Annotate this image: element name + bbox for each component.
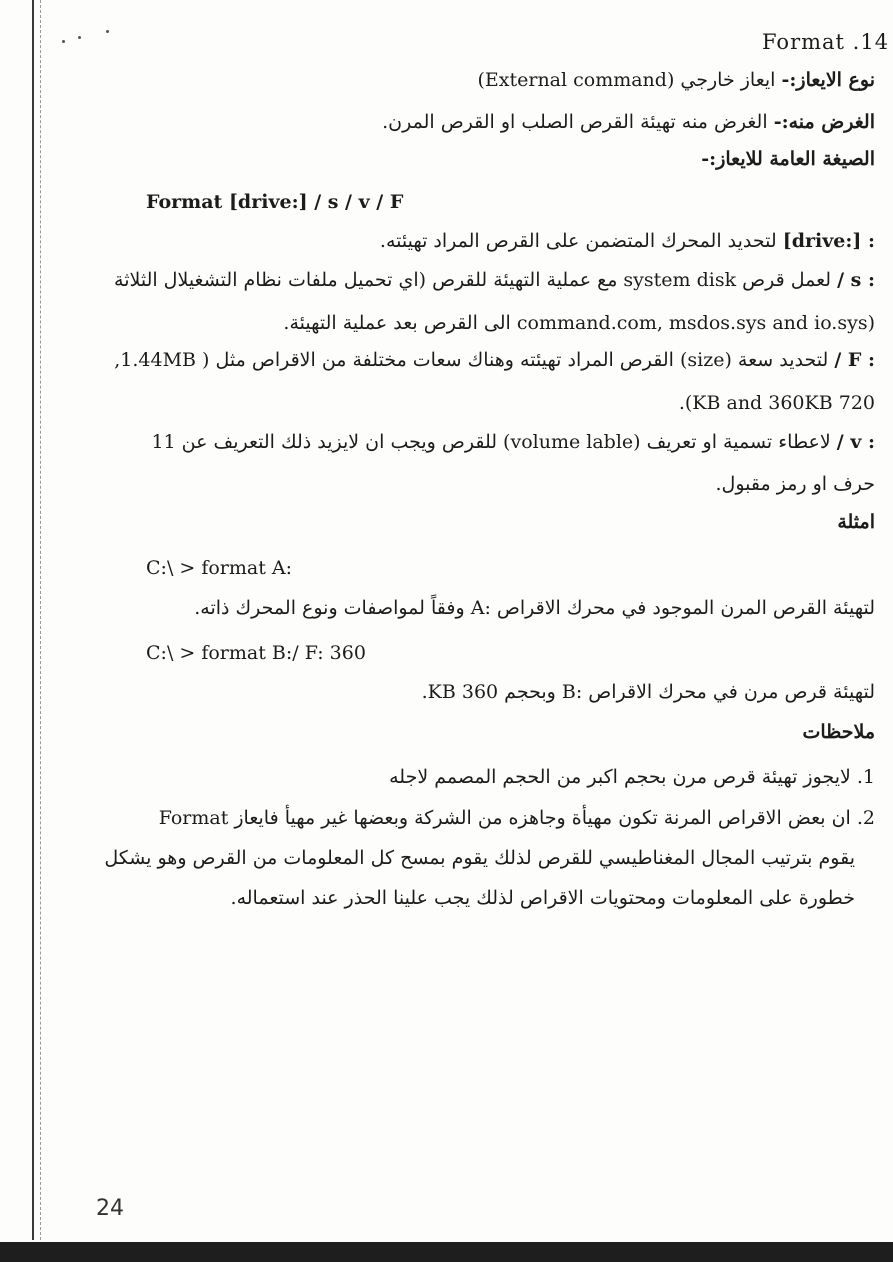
switch-description: لعمل قرص system disk مع عملية التهيئة للقرص (اي تحميل ملفات نظام التشغيلال الثلاثة	[114, 269, 832, 291]
switch-s	[114, 268, 875, 292]
examples-heading: امثلة	[837, 511, 875, 533]
note-item: 1. لايجوز تهيئة قرص مرن بحجم اكبر من الحجم المصمم لاجله	[389, 766, 875, 788]
margin-dashed-line	[40, 0, 42, 1240]
purpose-line	[382, 110, 875, 134]
page-title: Format .14	[762, 30, 890, 54]
switch-f	[114, 348, 875, 372]
scan-bottom-edge	[0, 1242, 893, 1262]
note-item: 2. ان بعض الاقراص المرنة تكون مهيأة وجاهزه من الشركة وبعضها غير مهيأ فايعاز Format	[158, 807, 875, 829]
switch-key: / F :	[834, 349, 875, 371]
switch-f-continuation: 720 KB and 360KB).	[678, 392, 875, 414]
command-type-value: ايعاز خارجي (External command)	[477, 69, 776, 91]
command-type-line	[477, 68, 875, 92]
note-continuation: خطورة على المعلومات ومحتويات الاقراص لذلك يجب علينا الحذر عند استعماله.	[230, 887, 855, 909]
switch-description: لتحديد سعة (size) القرص المراد تهيئته وهناك سعات مختلفة من الاقراص مثل ( 1.44MB,	[114, 349, 829, 371]
switch-description: لتحديد المحرك المتضمن على القرص المراد تهيئته.	[379, 230, 777, 252]
switch-description: لاعطاء تسمية او تعريف (volume lable) للقرص ويجب ان لايزيد ذلك التعريف عن 11	[151, 431, 831, 453]
page-number: 24	[96, 1196, 124, 1221]
purpose-value: الغرض منه تهيئة القرص الصلب او القرص المرن.	[382, 111, 768, 133]
scan-speck	[62, 40, 65, 43]
switch-s-continuation: (command.com, msdos.sys and io.sys الى القرص بعد عملية التهيئة.	[283, 312, 875, 334]
binding-margin-line	[32, 0, 34, 1240]
notes-heading: ملاحظات	[802, 721, 875, 743]
example-command: C:\ > format A:	[146, 557, 293, 579]
note-continuation: يقوم بترتيب المجال المغناطيسي للقرص لذلك يقوم بمسح كل المعلومات من القرص وهو يشكل	[104, 847, 855, 869]
scan-speck	[106, 30, 109, 33]
command-type-label: نوع الايعاز:-	[781, 69, 875, 91]
switch-drive	[380, 229, 875, 253]
example-command: C:\ > format B:/ F: 360	[146, 642, 366, 664]
switch-key: / v :	[836, 431, 875, 453]
example-description: لتهيئة قرص مرن في محرك الاقراص :B وبحجم 360 KB.	[421, 681, 875, 703]
syntax-command: Format [drive:] / s / v / F	[146, 191, 404, 213]
switch-v-continuation: حرف او رمز مقبول.	[715, 473, 875, 495]
scan-speck	[78, 36, 81, 39]
switch-key: [drive:] :	[782, 230, 875, 252]
switch-v	[151, 430, 875, 454]
switch-key: / s :	[837, 269, 875, 291]
example-description: لتهيئة القرص المرن الموجود في محرك الاقراص :A وفقاً لمواصفات ونوع المحرك ذاته.	[194, 597, 875, 619]
syntax-heading: الصيغة العامة للايعاز:-	[701, 148, 875, 170]
purpose-label: الغرض منه:-	[773, 111, 875, 133]
